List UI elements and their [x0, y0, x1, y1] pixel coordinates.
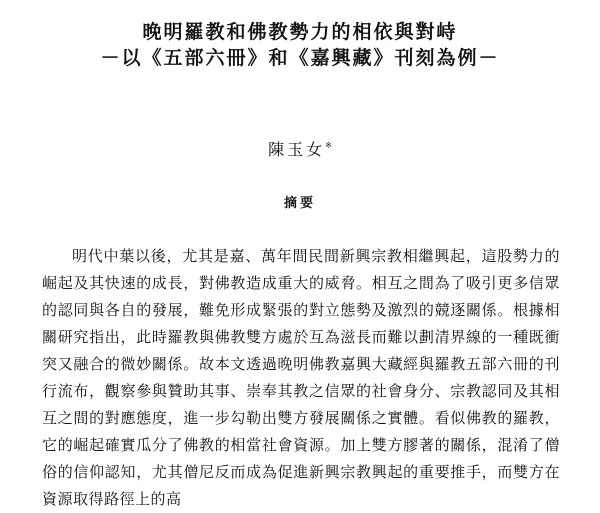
author-name: 陳玉女 — [268, 140, 326, 159]
paper-title: 晚明羅教和佛教勢力的相依與對峙 — [142, 21, 458, 43]
author-footnote-mark: ※ — [325, 141, 332, 150]
paper-subtitle: －以《五部六冊》和《嘉興藏》刊刻為例－ — [100, 47, 500, 69]
author-line — [0, 137, 600, 160]
abstract-body — [42, 243, 560, 513]
abstract-paragraph: 明代中葉以後，尤其是嘉、萬年間民間新興宗教相繼興起，這股勢力的崛起及其快速的成長，對佛教造成重大的威脅。相互之間為了吸引更多信眾的認同與各自的發展，難免形成緊張的對立態勢及激烈的競逐關係。根據相關研究指出，此時羅教與佛教雙方處於互為滋長而難以劃清界線的一種既衝突又融合的微妙關係。故本文透過晚明佛教嘉興大藏經與羅教五部六冊的刊行流布，觀察參與贊助其事、崇奉其教之信眾的社會身分、宗教認同及其相互之間的對應態度，進一步勾勒出雙方發展關係之實體。看似佛教的羅教，它的崛起確實瓜分了佛教的相當社會資源。加上雙方膠著的關係，混淆了僧俗的信仰認知，尤其僧尼反而成為促進新興宗教興起的重要推手，而雙方在資源取得路徑上的高 — [42, 247, 560, 508]
abstract-heading: 摘要 — [283, 196, 316, 211]
